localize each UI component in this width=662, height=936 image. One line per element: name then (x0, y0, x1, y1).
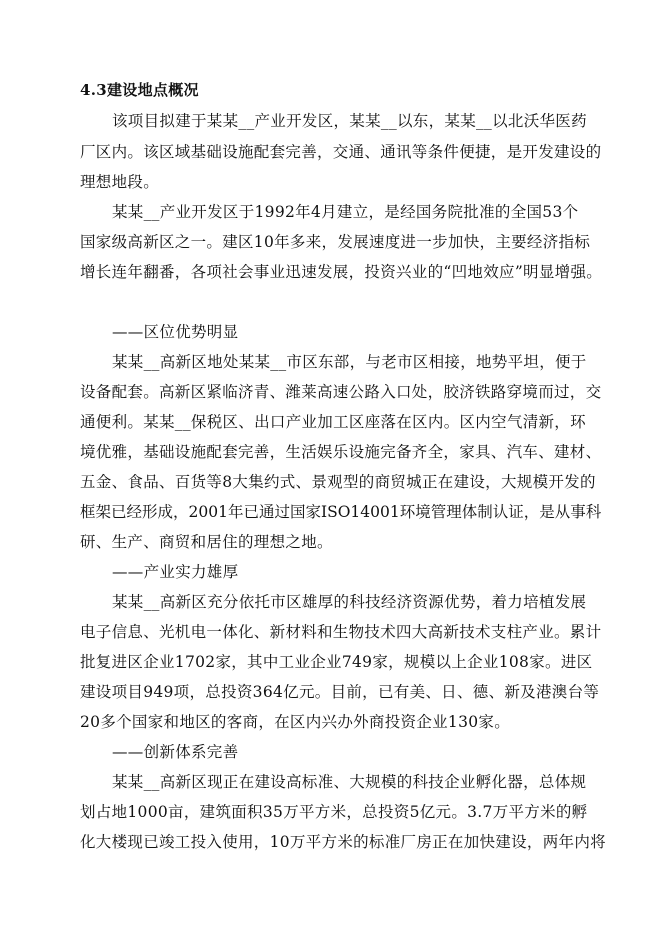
subheading-innovation: ——创新体系完善 (112, 743, 239, 761)
p4-line-3: 批复进区企业1702家，其中工业企业749家，规模以上企业108家。进区 (80, 653, 593, 671)
p4-line-4: 建设项目949项，总投资364亿元。目前，已有美、日、德、新及港澳台等 (80, 683, 600, 701)
section-heading: 4.3建设地点概况 (80, 81, 199, 99)
p3-line-5: 五金、食品、百货等8大集约式、景观型的商贸城正在建设，大规模开发的 (80, 473, 596, 491)
p3-line-1: 某某__高新区地处某某__市区东部，与老市区相接，地势平坦，便于 (112, 353, 587, 371)
p3-line-4: 境优雅，基础设施配套完善，生活娱乐设施完备齐全，家具、汽车、建材、 (80, 443, 602, 461)
p3-line-6: 框架已经形成，2001年已通过国家ISO14001环境管理体制认证，是从事科 (80, 503, 602, 521)
p5-line-1: 某某__高新区现正在建设高标准、大规模的科技企业孵化器，总体规 (112, 773, 587, 791)
p3-line-3: 通便利。某某__保税区、出口产业加工区座落在区内。区内空气清新，环 (80, 413, 586, 431)
p4-line-5: 20多个国家和地区的客商，在区内兴办外商投资企业130家。 (80, 713, 511, 731)
p1-line-1: 该项目拟建于某某__产业开发区，某某__以东，某某__以北沃华医药 (112, 112, 587, 130)
p5-line-2: 划占地1000亩，建筑面积35万平方米，总投资5亿元。3.7万平方米的孵 (80, 803, 588, 821)
p3-line-2: 设备配套。高新区紧临济青、潍莱高速公路入口处，胶济铁路穿境而过，交 (80, 383, 602, 401)
p2-line-2: 国家级高新区之一。建区10年多来，发展速度进一步加快，主要经济指标 (80, 233, 591, 251)
p5-line-3: 化大楼现已竣工投入使用，10万平方米的标准厂房正在加快建设，两年内将 (80, 833, 606, 851)
subheading-location: ——区位优势明显 (112, 323, 239, 341)
p2-line-1: 某某__产业开发区于1992年4月建立，是经国务院批准的全国53个 (112, 203, 579, 221)
p4-line-2: 电子信息、光机电一体化、新材料和生物技术四大高新技术支柱产业。累计 (80, 623, 602, 641)
p1-line-3: 理想地段。 (80, 173, 160, 191)
p3-line-7: 研、生产、商贸和居住的理想之地。 (80, 533, 333, 551)
p1-line-2: 厂区内。该区域基础设施配套完善，交通、通讯等条件便捷，是开发建设的 (80, 143, 602, 161)
p4-line-1: 某某__高新区充分依托市区雄厚的科技经济资源优势，着力培植发展 (112, 593, 587, 611)
p2-line-3: 增长连年翻番，各项社会事业迅速发展，投资兴业的“凹地效应”明显增强。 (80, 263, 603, 281)
subheading-industry: ——产业实力雄厚 (112, 563, 239, 581)
